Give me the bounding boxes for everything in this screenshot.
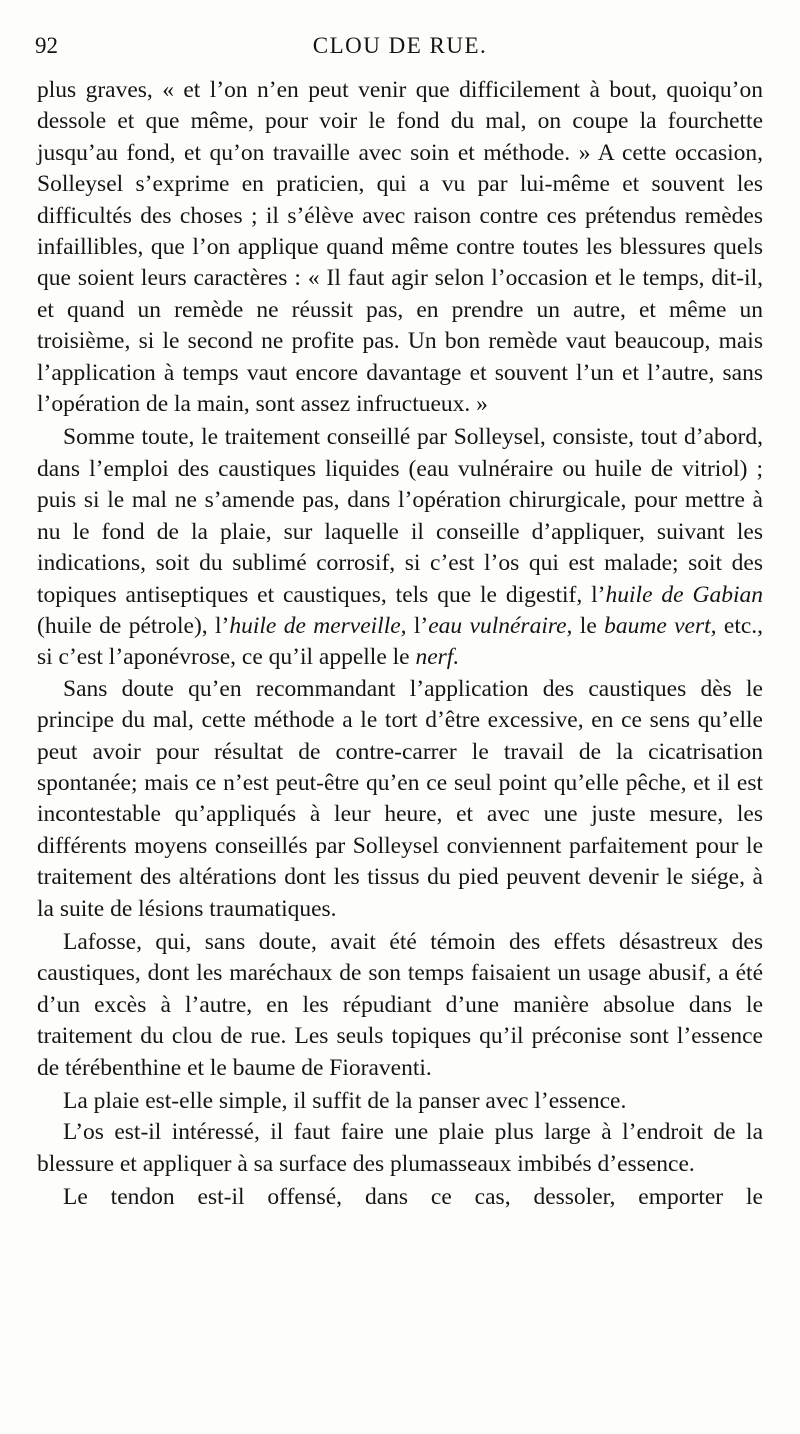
- italic-term: eau vulnéraire,: [428, 612, 573, 639]
- italic-term: baume vert,: [604, 612, 717, 639]
- paragraph-text: Sans doute qu’en recommandant l’application des caustiques dès le principe du mal, cette méthode a le tort d’être excessive, en ce sens qu’elle peut avoir pour résultat de contre-carrer le travail de la cicatrisation spontanée; mais ce n’est peut-être qu’en ce seul point qu’elle pêche, et il est incontestable qu’appliqués à leur heure, et avec une juste mesure, les différents moyens conseillés par Solleysel conviennent parfaitement pour le traitement des altérations dont les tissus du pied peuvent devenir le siége, à la suite de lésions traumatiques.: [37, 675, 763, 922]
- paragraph-text: l’: [406, 612, 429, 639]
- page-header: [35, 28, 765, 64]
- italic-term: nerf.: [415, 644, 460, 671]
- body-text: [37, 75, 763, 1214]
- paragraph-text: Somme toute, le traitement conseillé par Solleysel, consiste, tout d’abord, dans l’emploi des caustiques liquides (eau vulnéraire ou huile de vitriol) ; puis si le mal ne s’amende pas, dans l’opération chirurgicale, pour mettre à nu le fond de la plaie, sur laquelle il conseille d’appliquer, suivant les indications, soit du sublimé corrosif, si c’est l’os qui est malade; soit des topiques antiseptiques et caustiques, tels que le digestif, l’: [37, 424, 763, 608]
- paragraph-text: Lafosse, qui, sans doute, avait été témoin des effets désastreux des caustiques, dont les maréchaux de son temps faisaient un usage abusif, a été d’un excès à l’autre, en les répudiant d’une manière absolue dans le traitement du clou de rue. Les seuls topiques qu’il préconise sont l’essence de térébenthine et le baume de Fioraventi.: [37, 928, 763, 1081]
- italic-term: huile de Gabian: [605, 581, 763, 608]
- paragraph-sans-doute: [37, 674, 763, 925]
- paragraph-os-interesse: [37, 1117, 763, 1180]
- paragraph-text: L’os est-il intéressé, il faut faire une plaie plus large à l’endroit de la blessure et appliquer à sa surface des plumasseaux imbibés d’essence.: [37, 1119, 763, 1177]
- page-number: 92: [35, 33, 58, 58]
- paragraph-text: etc., si c’est l’aponévrose, ce qu’il appelle le: [37, 612, 764, 671]
- italic-term: huile de merveille,: [229, 612, 407, 639]
- paragraph-text: La plaie est-elle simple, il suffit de la panser avec l’essence.: [63, 1088, 627, 1114]
- running-title: CLOU DE RUE.: [312, 33, 488, 58]
- paragraph-plaie-simple: [37, 1086, 763, 1117]
- paragraph-somme-toute: [37, 422, 763, 673]
- paragraph-text: plus graves, « et l’on n’en peut venir que difficilement à bout, quoiqu’on dessole et que même, pour voir le fond du mal, on coupe la fourchette jusqu’au fond, et qu’on travaille avec soin et méthode. » A cette occasion, Solleysel s’exprime en praticien, qui a vu par lui-même et souvent les difficultés des choses ; il s’élève avec raison contre ces prétendus remèdes infaillibles, que l’on applique quand même contre toutes les blessures quels que soient leurs caractères : « Il faut agir selon l’occasion et le temps, dit-il, et quand un remède ne réussit pas, en prendre un autre, et même un troisième, si le second ne profite pas. Un bon remède vaut beaucoup, mais l’application à temps vaut encore davantage et souvent l’un et l’autre, sans l’opération de la main, sont assez infructueux. »: [37, 77, 763, 418]
- paragraph-tendon: [37, 1182, 763, 1213]
- paragraph-solleysel-quote: [37, 75, 763, 420]
- paragraph-text: le: [572, 612, 605, 639]
- paragraph-text: (huile de pétrole), l’: [37, 612, 230, 639]
- paragraph-text: Le tendon est-il offensé, dans ce cas, dessoler, emporter le: [63, 1184, 763, 1211]
- paragraph-lafosse: [37, 927, 763, 1084]
